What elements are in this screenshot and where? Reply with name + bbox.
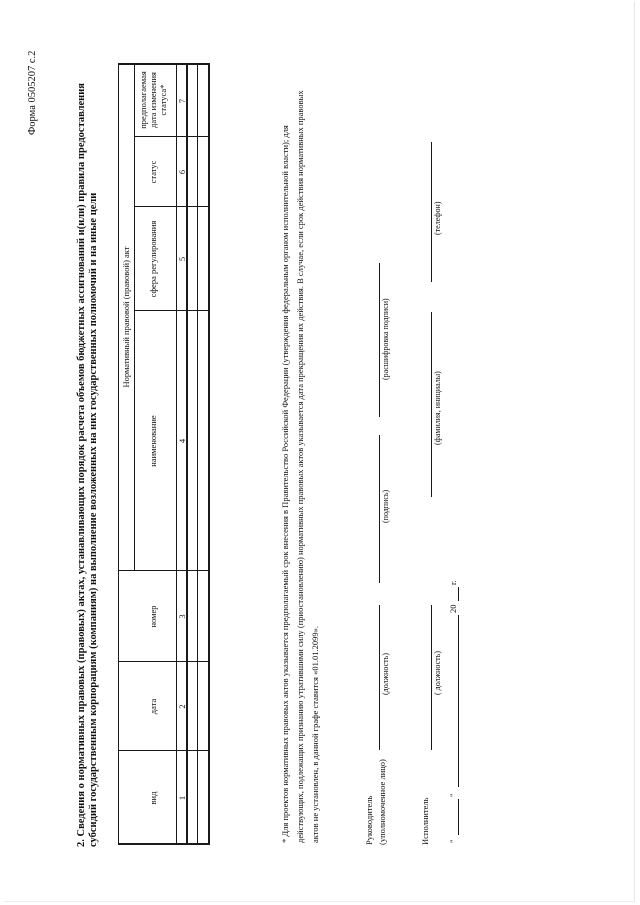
executor-position-line xyxy=(431,605,432,750)
col-num-6: 6 xyxy=(177,169,187,175)
group-header: Нормативный правовой (правовой) акт xyxy=(121,246,131,388)
data-row-line xyxy=(197,63,198,845)
date-century: 20 xyxy=(448,604,458,613)
col-border-5 xyxy=(134,206,210,207)
col-border-1 xyxy=(118,750,210,751)
head-label-authorized: (уполномоченное лицо) xyxy=(377,759,387,845)
col-header-number: номер xyxy=(148,605,158,628)
table-top-border xyxy=(118,63,119,845)
table-bottom-border xyxy=(208,63,210,845)
section-title: 2. Сведения о нормативных правовых (правовых) актах, устанавливающих порядок расчета объемов бюджетных ассигнований и(или) правила предоставления субсидий государственным корпорациям (компаниям) на выполнение возложенных на них государственных полномочий и на иные цели xyxy=(76,83,99,847)
col-num-7: 7 xyxy=(177,98,187,104)
col-num-3: 3 xyxy=(177,614,187,619)
caption-signature: (подпись) xyxy=(381,489,390,523)
col-header-vid: вид xyxy=(148,791,158,805)
phone-line xyxy=(431,142,432,282)
normative-acts-table xyxy=(118,63,210,845)
col-num-4: 4 xyxy=(177,438,187,444)
date-year-line xyxy=(458,587,459,601)
col-header-status-change-date: предполагаемая дата изменения статуса* xyxy=(138,71,168,129)
form-number: Форма 0505207 с.2 xyxy=(27,50,38,135)
col-num-5: 5 xyxy=(177,256,187,262)
date-open-quote: " xyxy=(448,839,458,843)
col-num-1: 1 xyxy=(177,795,187,801)
col-num-2: 2 xyxy=(177,704,187,709)
col-border-2 xyxy=(118,661,210,662)
date-year-suffix: г. xyxy=(448,580,458,585)
col-border-4 xyxy=(134,310,210,311)
col-header-status: статус xyxy=(148,160,158,184)
group-header-underline xyxy=(134,63,135,571)
col-header-name: наименование xyxy=(148,415,158,467)
footnote: * Для проектов нормативных правовых актов указывается предполагаемый срок внесения в Правительство Российской Федерации (утверждения федеральным органом исполнительной власти); для действующих, подлежащих признанию утратившими силу (приостановлению) нормативных правовых актов указывается дата прекращения их действия. В случае, если срок действия нормативных правовых актов не установлен, в данной графе ставится «01.01.2099». xyxy=(280,90,320,843)
date-close-quote: " xyxy=(448,793,458,797)
head-label: Руководитель xyxy=(364,795,374,845)
caption-position: (должность) xyxy=(381,653,390,695)
signature-decode-line xyxy=(379,263,380,417)
date-month-line xyxy=(458,615,459,787)
col-border-left xyxy=(118,843,210,845)
caption-signature-decode: (расшифровка подписи) xyxy=(381,298,390,380)
date-day-line xyxy=(458,799,459,835)
col-border-right xyxy=(118,63,210,65)
executor-label: Исполнитель xyxy=(420,797,430,845)
caption-phone: (телефон) xyxy=(433,201,442,235)
col-border-3 xyxy=(118,570,210,571)
col-header-sphere: сфера регулирования xyxy=(148,220,158,298)
col-border-6 xyxy=(134,136,210,137)
position-line xyxy=(379,605,380,750)
caption-executor-position: ( должность) xyxy=(433,651,442,695)
caption-fio: (фамилия, инициалы) xyxy=(433,371,442,445)
executor-name-line xyxy=(431,312,432,497)
signature-line xyxy=(379,435,380,583)
col-header-date: дата xyxy=(148,698,158,715)
